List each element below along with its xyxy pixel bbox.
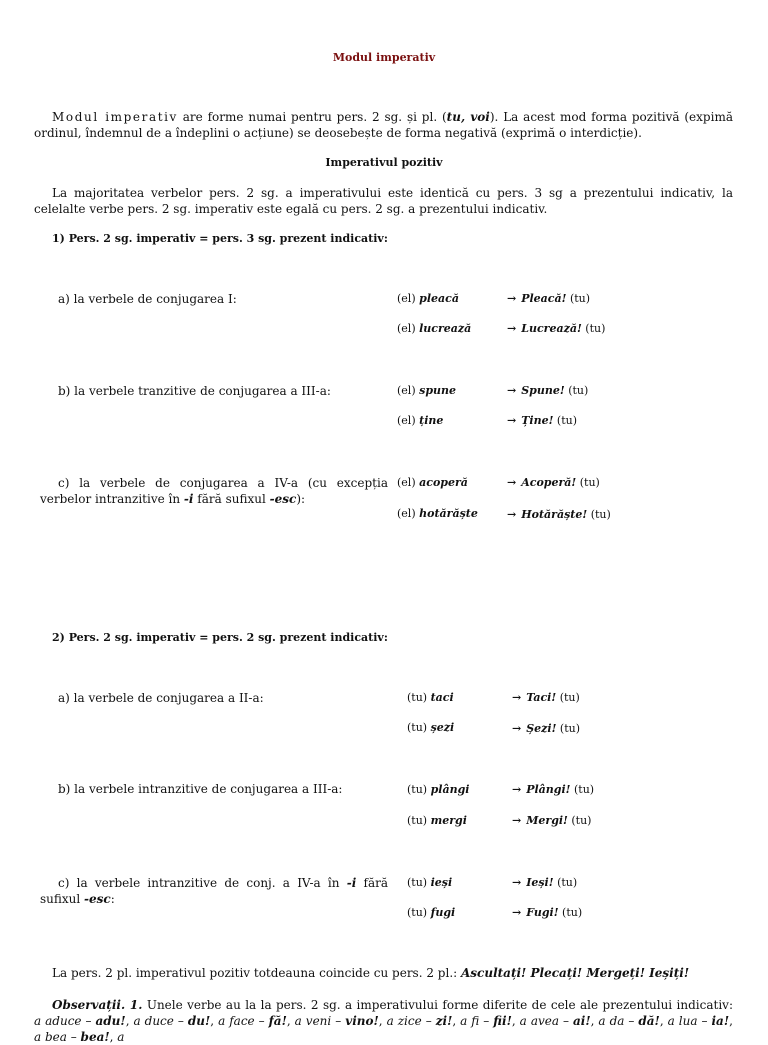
observatii-paragraph: [34, 997, 733, 1045]
intro-forms: tu, voi: [446, 110, 490, 124]
plural-text: La pers. 2 pl. imperativul pozitiv totdeauna coincide cu pers. 2 pl.:: [52, 966, 461, 980]
verb-infinitive: a lua: [667, 1014, 698, 1028]
intro-paragraph: [34, 109, 733, 141]
verb-imperative: fă!: [268, 1014, 287, 1028]
observatii-examples: a aduce – adu!, a duce – du!, a face – fă!, a veni – vino!, a zice – zi!, a fi – fii!, a avea – ai!, a da – dă!, a lua – ia!, a bea – bea!, a: [34, 1014, 733, 1044]
s2c-row2-form: (tu) fugi: [407, 906, 456, 919]
category-1c-label: c) la verbele de conjugarea a IV-a (cu excepția verbelor intranzitive în -i fără sufixul -esc):: [40, 476, 388, 506]
observatii-text: Unele verbe au la la pers. 2 sg. a imperativului forme diferite de cele ale prezentului indicativ:: [142, 998, 733, 1012]
verb-imperative: ia!: [711, 1014, 730, 1028]
intro-text-1: are forme numai pentru pers. 2 sg. și pl. (: [177, 110, 447, 124]
category-2b-label: b) la verbele intranzitive de conjugarea a III-a:: [58, 782, 343, 796]
s2c-row1-imperative: → Ieși! (tu): [512, 876, 578, 889]
verb-infinitive: a bea: [34, 1030, 67, 1044]
verb-imperative: vino!: [345, 1014, 379, 1028]
category-2a-label: a) la verbele de conjugarea a II-a:: [58, 691, 264, 705]
s2b-row1-form: (tu) plângi: [407, 783, 470, 796]
verb-imperative: fii!: [493, 1014, 512, 1028]
category-2c-label: c) la verbele intranzitive de conj. a IV-a în -i fără sufixul -esc:: [40, 876, 388, 906]
verb-imperative: bea!: [80, 1030, 110, 1044]
verb-infinitive: a aduce: [34, 1014, 82, 1028]
s2a-row2-imperative: → Șezi! (tu): [512, 722, 581, 735]
verb-imperative: du!: [187, 1014, 211, 1028]
verb-infinitive: a duce: [133, 1014, 174, 1028]
category-1b-label: b) la verbele tranzitive de conjugarea a III-a:: [58, 384, 331, 398]
rule-1-heading: 1) Pers. 2 sg. imperativ = pers. 3 sg. prezent indicativ:: [52, 232, 388, 245]
intro-lead: Modul imperativ: [52, 110, 178, 124]
category-1a-label: a) la verbele de conjugarea I:: [58, 292, 237, 306]
s2a-row2-form: (tu) șezi: [407, 721, 455, 734]
s1c-row2-form: (el) hotărăște: [397, 507, 478, 520]
s2b-row1-imperative: → Plângi! (tu): [512, 783, 595, 796]
s1a-row1-imperative: → Pleacă! (tu): [507, 292, 591, 305]
s2c-row1-form: (tu) ieși: [407, 876, 453, 889]
s1c-row1-form: (el) acoperă: [397, 476, 468, 489]
verb-imperative: ai!: [573, 1014, 591, 1028]
s1c-row1-imperative: → Acoperă! (tu): [507, 476, 600, 489]
s2b-row2-form: (tu) mergi: [407, 814, 467, 827]
observatii-label: Observații. 1.: [52, 998, 143, 1012]
verb-imperative: dă!: [638, 1014, 660, 1028]
verb-imperative: adu!: [95, 1014, 126, 1028]
s2a-row1-form: (tu) taci: [407, 691, 454, 704]
s1a-row2-form: (el) lucrează: [397, 322, 472, 335]
majoritate-text: La majoritatea verbelor pers. 2 sg. a imperativului este identică cu pers. 3 sg a prezentului indicativ, la celelalte verbe pers. 2 sg. imperativ este egală cu pers. 2 sg. a prezentului indicativ.: [34, 186, 733, 216]
s1a-row1-form: (el) pleacă: [397, 292, 459, 305]
verb-infinitive: a veni: [294, 1014, 332, 1028]
verb-infinitive: a face: [218, 1014, 255, 1028]
rule-2-heading: 2) Pers. 2 sg. imperativ = pers. 2 sg. prezent indicativ:: [52, 631, 388, 644]
s1a-row2-imperative: → Lucrează! (tu): [507, 322, 606, 335]
heading-imperativ-pozitiv: Imperativul pozitiv: [325, 156, 443, 169]
majoritate-paragraph: [34, 185, 733, 217]
plural-paragraph: [34, 965, 733, 981]
intro-text-2: ). La acest mod forma pozitivă (expimă ordinul, îndemnul de a îndeplini o acțiune) se deosebește de forma negativă (exprimă o interdicție).: [34, 110, 733, 140]
s2c-row2-imperative: → Fugi! (tu): [512, 906, 583, 919]
page-title: Modul imperativ: [332, 51, 436, 64]
plural-examples: Ascultați! Plecați! Mergeți! Ieșiți!: [460, 966, 690, 980]
verb-infinitive: a: [117, 1030, 125, 1044]
s1b-row2-form: (el) ține: [397, 414, 444, 427]
s2b-row2-imperative: → Mergi! (tu): [512, 814, 592, 827]
s1c-row2-imperative: → Hotărăște! (tu): [507, 508, 611, 521]
s1b-row2-imperative: → Ține! (tu): [507, 414, 578, 427]
verb-infinitive: a da: [598, 1014, 625, 1028]
s1b-row1-form: (el) spune: [397, 384, 457, 397]
s2a-row1-imperative: → Taci! (tu): [512, 691, 580, 704]
verb-infinitive: a zice: [386, 1014, 422, 1028]
s1b-row1-imperative: → Spune! (tu): [507, 384, 589, 397]
verb-imperative: zi!: [435, 1014, 453, 1028]
verb-infinitive: a fi: [460, 1014, 480, 1028]
verb-infinitive: a avea: [519, 1014, 560, 1028]
